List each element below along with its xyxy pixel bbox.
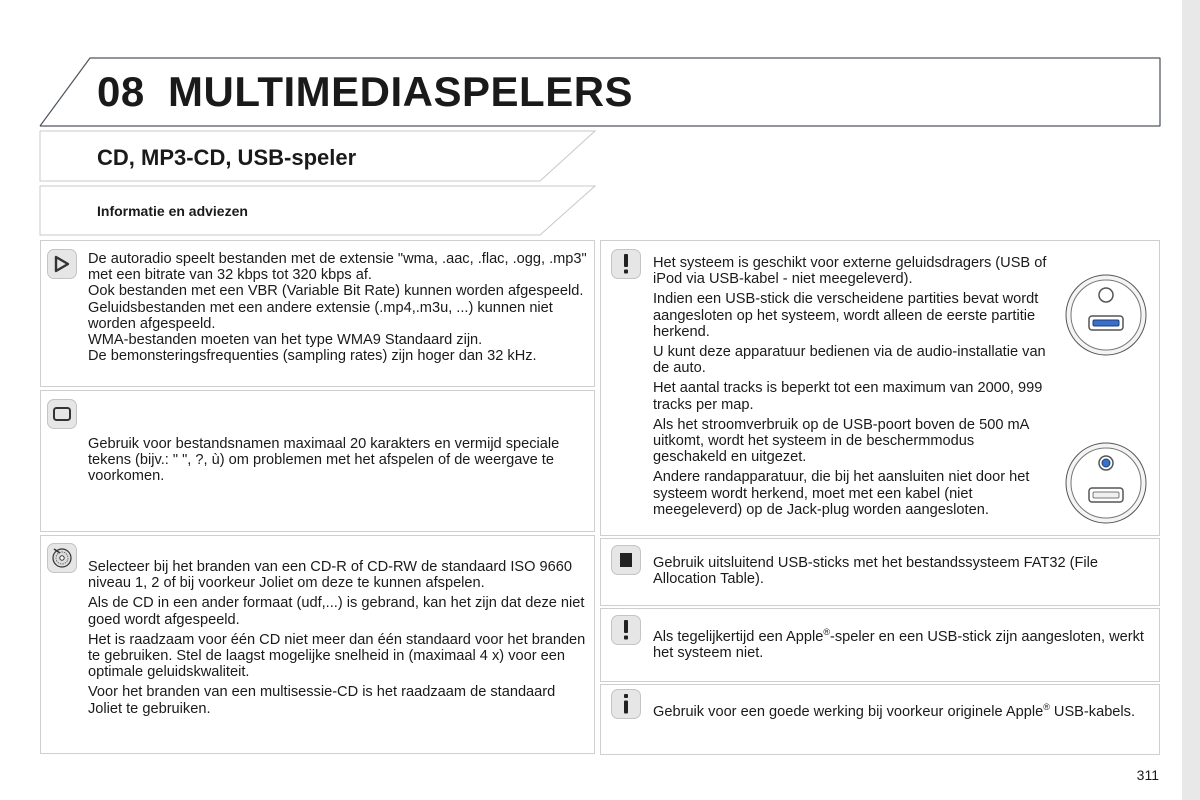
paragraph: De autoradio speelt bestanden met de extensie "wma, .aac, .flac, .ogg, .mp3" met een bitrate van 32 kbps tot 320 kbps af. [88,251,587,284]
paragraph: Als de CD in een ander formaat (udf,...) is gebrand, kan het zijn dat deze niet goed wordt afgespeeld. [88,595,585,628]
paragraph: Voor het branden van een multisessie-CD is het raadzaam de standaard Joliet te gebruiken. [88,684,556,717]
note-box-cd-burning [40,535,595,754]
note-box-file-formats [40,240,595,387]
paragraph: Het systeem is geschikt voor externe geluidsdragers (USB of iPod via USB-kabel - niet meegeleverd). [653,255,1047,288]
disc-icon [47,543,77,573]
paragraph [653,704,1148,720]
text-span: Gebruik voor een goede werking bij voorkeur originele Apple [653,704,1044,720]
paragraph: Selecteer bij het branden van een CD-R of CD-RW de standaard ISO 9660 niveau 1, 2 of bij voorkeur Joliet om deze te kunnen afspelen. [88,559,573,592]
stop-icon [611,545,641,575]
paragraph: Gebruik voor bestandsnamen maximaal 20 karakters en vermijd speciale tekens (bijv.: " ", ?, ù) om problemen met het afspelen of de weergave te voorkomen. [88,436,560,485]
warning-icon [611,615,641,645]
text-span: -speler en een USB-stick zijn aangesloten, werkt het systeem niet. [653,629,1144,662]
warning-icon [611,249,641,279]
subsection-title: Informatie en adviezen [97,203,248,219]
paragraph: U kunt deze apparatuur bedienen via de audio-installatie van de auto. [653,344,1046,377]
note-text [88,559,588,721]
text-span: USB-kabels. [1049,704,1136,720]
text-span: Als tegelijkertijd een Apple [653,629,824,645]
jack-port-illustration [1064,441,1148,525]
note-box-file-names [40,390,595,532]
note-text [88,251,588,364]
paragraph: WMA-bestanden moeten van het type WMA9 Standaard zijn. [88,332,483,349]
info-icon [611,689,641,719]
play-icon [47,249,77,279]
registered-mark: ® [823,627,831,638]
page-number: 311 [1136,767,1159,783]
note-text [88,436,588,489]
note-text [653,555,1153,591]
note-text [653,704,1148,724]
paragraph: Indien een USB-stick die verscheidene partities bevat wordt aangesloten op het systeem, wordt alleen de eerste partitie herkend. [653,291,1039,340]
paragraph: Ook bestanden met een VBR (Variable Bit Rate) kunnen worden afgespeeld. [88,283,584,300]
paragraph: Het is raadzaam voor één CD niet meer dan één standaard voor het branden te gebruiken. Stel de laagst mogelijke snelheid in (maximaal 4 x) voor een optimale geluidskwaliteit. [88,631,586,681]
note-text [653,255,1048,518]
registered-mark: ® [1043,702,1050,713]
note-box-apple-conflict [600,608,1160,682]
paragraph: Gebruik uitsluitend USB-sticks met het bestandssysteem FAT32 (File Allocation Table). [653,555,1099,588]
screen-icon [47,399,77,429]
paragraph: De bemonsteringsfrequenties (sampling rates) zijn hoger dan 32 kHz. [88,348,537,365]
usb-port-illustration [1064,273,1148,357]
chapter-number: 08 [97,68,145,115]
paragraph [653,629,1158,661]
note-box-usb-system [600,240,1160,536]
paragraph: Andere randapparatuur, die bij het aansluiten niet door het systeem wordt herkend, moet met een kabel (niet meegeleverd) op de Jack-plug worden aangesloten. [653,469,1030,518]
paragraph: Als het stroomverbruik op de USB-poort boven de 500 mA uitkomt, wordt het systeem in de beschermmodus geschakeld en uitgezet. [653,416,1029,466]
note-box-fat32 [600,538,1160,606]
paragraph: Het aantal tracks is beperkt tot een maximum van 2000, 999 tracks per map. [653,380,1043,413]
paragraph: Geluidsbestanden met een andere extensie (.mp4,.m3u, ...) kunnen niet worden afgespeeld. [88,299,553,332]
section-title: CD, MP3-CD, USB-speler [97,145,357,170]
note-box-apple-cables [600,684,1160,755]
note-text [653,629,1158,665]
chapter-title: MULTIMEDIASPELERS [168,68,634,115]
